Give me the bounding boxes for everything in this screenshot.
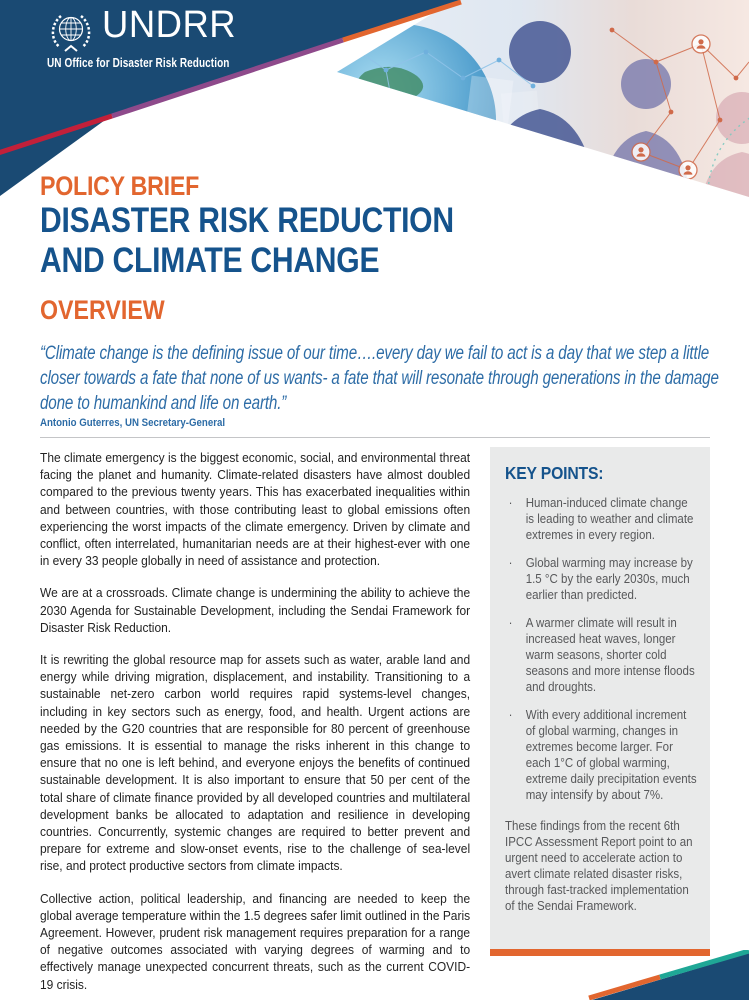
body-paragraph: It is rewriting the global resource map for assets such as water, arable land and energy while driving migration, displacement, and instability. Transitioning to a sustainable net-zero carbon world requires rapid systems-level changes, including in key sectors such as energy, food, and health. Urgent actions are needed by the G20 countries that are responsible for 80 percent of greenhouse gas emissions. It is essential to manage the risks inherent in this change to ensure that no one is left behind, and everyone enjoys the benefits of continued sustainable development. It is also important to ensure that 50 per cent of the total share of climate finance provided by all developed countries and multilateral development banks be allocated to adaptation and resilience in developing countries. Concurrently, systemic changes are required to better prevent and prepare for extreme and slow-onset events, rise to the challenge of sea-level rise, and protect productive sectors from climate impacts. (40, 652, 471, 874)
un-emblem-icon (46, 10, 96, 56)
bullet-dot: · (508, 615, 513, 630)
key-point-item (505, 495, 698, 543)
section-heading-overview: OVERVIEW (40, 295, 165, 325)
org-name: UNDRR (102, 4, 237, 46)
kicker-policy-brief: POLICY BRIEF (40, 171, 200, 201)
document-title (40, 201, 454, 282)
divider-rule (40, 437, 710, 438)
key-point-item (505, 707, 698, 803)
title-line-1: DISASTER RISK REDUCTION (40, 201, 454, 240)
key-point-item (505, 615, 698, 695)
body-text-column (40, 449, 470, 1000)
body-paragraph: Collective action, political leadership, and financing are needed to keep the global average temperature within the 1.5 degrees safer limit outlined in the Paris Agreement. However, prudent risk management requires preparation for a range of negative outcomes associated with varying degrees of warming and to effectively manage unexpected concurrent threats, such as the current COVID-19 crisis. (40, 890, 471, 992)
pull-quote: “Climate change is the defining issue of our time….every day we fail to act is a day that we step a little closer towards a fate that none of us wants- a fate that will resonate through generations in the damage done to humankind and life on earth.” (40, 342, 719, 414)
key-points-heading: KEY POINTS: (505, 463, 604, 483)
key-points-list (505, 495, 698, 803)
undrr-logo (46, 4, 346, 78)
key-points-box (490, 447, 710, 949)
body-paragraph: The climate emergency is the biggest economic, social, and environmental threat facing the planet and humanity. Climate-related disasters have almost doubled compared to the previous twenty years. This has exacerbated inequalities within and between countries, with those contributing least to global emissions often experiencing the worst impacts of the climate emergency. Driven by climate and conflict, often interrelated, humanitarian needs are at their highest-ever with one in every 33 people globally in need of assistance and protection. (40, 450, 471, 569)
bullet-dot: · (508, 555, 513, 570)
quote-attribution: Antonio Guterres, UN Secretary-General (40, 417, 226, 429)
key-point-text: With every additional increment of global warming, changes in extremes become larger. For each 1°C of global warming, extreme daily precipitation events may intensify by about 7%. (525, 707, 697, 802)
footer-accent-triangle (559, 950, 749, 1000)
key-points-sidebar (490, 447, 710, 956)
key-point-text: Human-induced climate change is leading to weather and climate extremes in every region. (525, 495, 694, 542)
bullet-dot: · (508, 707, 513, 722)
key-point-text: A warmer climate will result in increased heat waves, longer warm seasons, shorter cold seasons and more intense floods and droughts. (525, 615, 695, 694)
key-point-text: Global warming may increase by 1.5 °C by the early 2030s, much earlier than predicted. (525, 555, 693, 602)
org-tagline: UN Office for Disaster Risk Reduction (47, 56, 230, 70)
key-points-note: These findings from the recent 6th IPCC Assessment Report point to an urgent need to accelerate action to avert climate related disaster risks, through fast-tracked implementation of the Sendai Framework. (505, 818, 693, 913)
body-paragraph: We are at a crossroads. Climate change is undermining the ability to achieve the 2030 Agenda for Sustainable Development, including the Sendai Framework for Disaster Risk Reduction. (40, 585, 471, 635)
key-point-item (505, 555, 698, 603)
title-line-2: AND CLIMATE CHANGE (40, 241, 380, 281)
bullet-dot: · (508, 495, 513, 510)
